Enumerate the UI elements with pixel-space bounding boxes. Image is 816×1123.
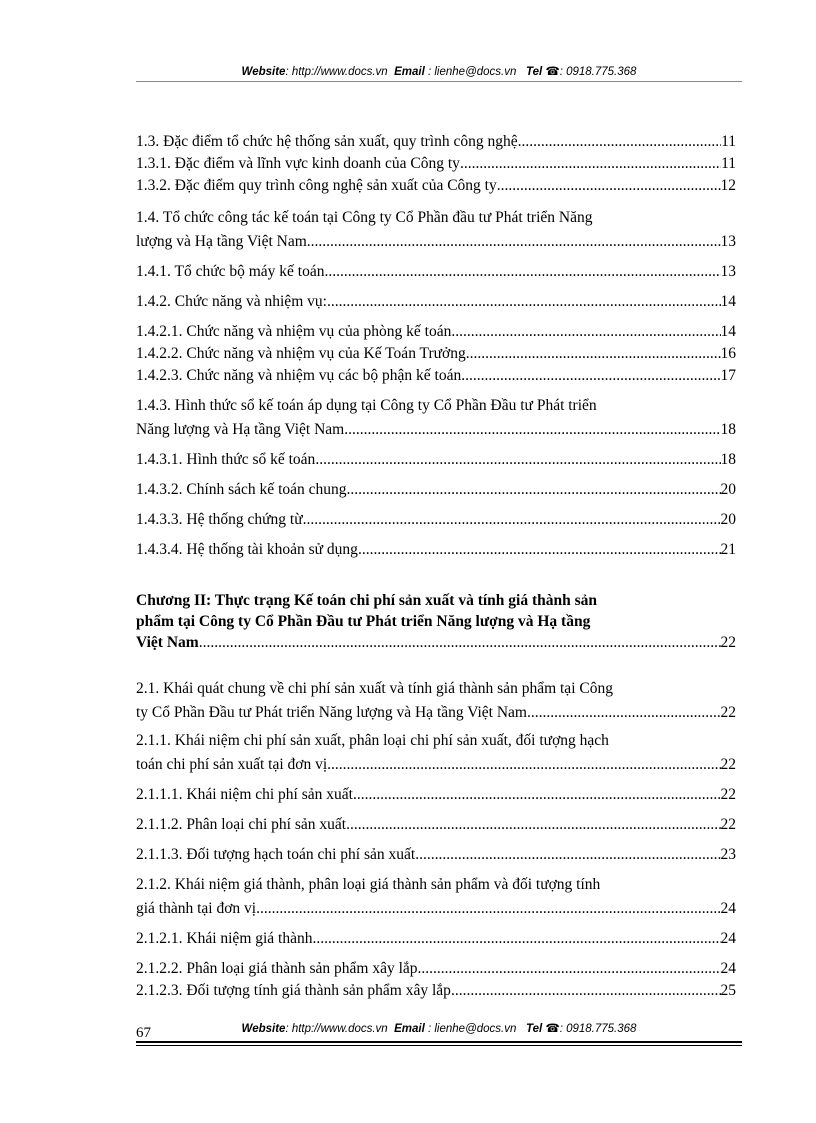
toc-entry[interactable] [136,208,736,251]
toc-entry-title: Việt Nam [136,634,199,651]
toc-entry-page: 20 [720,481,736,498]
toc-entry[interactable] [136,366,736,385]
phone-icon: ☎ [545,1023,560,1035]
toc-entry[interactable] [136,929,736,948]
website-value: : http://www.docs.vn [285,66,388,78]
toc-entry-page: 18 [720,421,736,438]
toc-entry-title-line1: 2.1. Khái quát chung về chi phí sản xuất và tính giá thành sản phẩm tại Công [136,680,613,697]
toc-entry-title: 1.3. Đặc điểm tổ chức hệ thống sản xuất, quy trình công nghệ. [136,133,522,150]
toc-entry[interactable] [136,540,736,559]
toc-entry-page: 24 [720,930,736,947]
toc-entry-title: 1.4.2.2. Chức năng và nhiệm vụ của Kế Toán Trưởng [136,345,466,362]
footer-rule-thin [136,1045,742,1046]
toc-entry[interactable] [136,679,736,722]
toc-entry-page: 12 [720,177,736,194]
toc-entry[interactable] [136,785,736,804]
toc-entry-title: ty Cổ Phần Đầu tư Phát triển Năng lượng và Hạ tầng Việt Nam [136,704,527,721]
toc-entry-title: 2.1.1.3. Đối tượng hạch toán chi phí sản xuất. [136,846,420,863]
toc-entry[interactable] [136,396,736,439]
tel-value: : 0918.775.368 [559,1023,637,1035]
toc-chapter-entry[interactable] [136,591,736,652]
email-value: : lienhe@docs.vn [427,1023,517,1035]
toc-entry-page: 13 [720,263,736,280]
toc-entry-title: 2.1.1.2. Phân loại chi phí sản xuất [136,816,347,833]
toc-entry[interactable] [136,959,736,978]
email-label: Email [394,66,425,78]
toc-entry-page: 22 [720,816,736,833]
website-label: Website [241,66,286,78]
tel-value: : 0918.775.368 [559,66,637,78]
toc-entry-page: 25 [720,982,736,999]
toc-entry-title: 1.3.2. Đặc điểm quy trình công nghệ sản xuất của Công ty [136,177,497,194]
toc-entry[interactable] [136,480,736,499]
toc-entry-title: giá thành tại đơn vị. [136,900,260,917]
toc-entry[interactable] [136,731,736,774]
toc-entry[interactable] [136,132,736,151]
toc-entry-page: 11 [721,155,736,172]
toc-entry-title: 1.4.3.3. Hệ thống chứng từ [136,511,303,528]
toc-entry-page: 20 [720,511,736,528]
toc-entry[interactable] [136,450,736,469]
toc-entry-title: 1.4.2. Chức năng và nhiệm vụ: [136,293,327,310]
toc-entry-title: 1.4.2.1. Chức năng và nhiệm vụ của phòng kế toán [136,323,452,340]
toc-entry-page: 11 [721,133,736,150]
toc-entry-title: 1.4.3.2. Chính sách kế toán chung [136,481,347,498]
toc-entry-title: 2.1.2.1. Khái niệm giá thành [136,930,313,947]
toc-entry-title: 1.3.1. Đặc điểm và lĩnh vực kinh doanh của Công ty [136,155,460,172]
toc-entry-title: Năng lượng và Hạ tầng Việt Nam [136,421,345,438]
toc-entry[interactable] [136,875,736,918]
toc-entry-title: 2.1.2.2. Phân loại giá thành sản phẩm xây lắp [136,960,418,977]
toc-entry-page: 23 [720,846,736,863]
toc-entry-title-line1: 2.1.1. Khái niệm chi phí sản xuất, phân loại chi phí sản xuất, đối tượng hạch [136,732,609,749]
toc-entry[interactable] [136,154,736,173]
toc-entry-page: 14 [720,323,736,340]
toc-entry-title: lượng và Hạ tầng Việt Nam [136,233,307,250]
toc-entry[interactable] [136,815,736,834]
toc-entry-title: 1.4.1. Tổ chức bộ máy kế toán. [136,263,329,280]
footer-rule-thick [136,1041,742,1043]
toc-entry-title: 1.4.2.3. Chức năng và nhiệm vụ các bộ phận kế toán [136,367,462,384]
toc-entry-title-line1: 1.4.3. Hình thức sổ kế toán áp dụng tại Công ty Cổ Phần Đầu tư Phát triển [136,397,597,414]
toc-entry-page: 24 [720,960,736,977]
toc-entry-page: 22 [720,704,736,721]
tel-label: Tel [525,1023,543,1035]
toc-entry-title: 2.1.1.1. Khái niệm chi phí sản xuất [136,786,353,803]
toc-entry-page: 17 [720,367,736,384]
toc-entry-page: 22 [720,786,736,803]
toc-entry-title: 1.4.3.1. Hình thức sổ kế toán [136,451,316,468]
toc-entry-page: 21 [720,541,736,558]
toc-entry-title-line2: phẩm tại Công ty Cổ Phần Đầu tư Phát triển Năng lượng và Hạ tầng [136,613,591,630]
phone-icon: ☎ [545,66,560,78]
toc-entry[interactable] [136,510,736,529]
email-value: : lienhe@docs.vn [427,66,517,78]
email-label: Email [394,1023,425,1035]
table-of-contents [136,132,736,1000]
toc-entry-title: 2.1.2.3. Đối tượng tính giá thành sản phẩm xây lắp [136,982,451,999]
toc-entry-title-line1: Chương II: Thực trạng Kế toán chi phí sản xuất và tính giá thành sản [136,592,598,609]
toc-entry-page: 13 [720,233,736,250]
page-number: 67 [136,1025,151,1041]
toc-entry[interactable] [136,322,736,341]
toc-entry[interactable] [136,292,736,311]
toc-entry-title: toán chi phí sản xuất tại đơn vị [136,756,328,773]
toc-entry-page: 14 [720,293,736,310]
toc-entry-page: 16 [720,345,736,362]
toc-entry[interactable] [136,262,736,281]
toc-entry[interactable] [136,344,736,363]
toc-entry-page: 22 [720,756,736,773]
toc-entry-title: 1.4.3.4. Hệ thống tài khoản sử dụng [136,541,358,558]
website-value: : http://www.docs.vn [285,1023,388,1035]
toc-entry-page: 18 [720,451,736,468]
tel-label: Tel [525,66,543,78]
page-header [136,64,742,78]
header-rule [136,81,742,82]
toc-entry[interactable] [136,176,736,195]
toc-entry-title-line1: 2.1.2. Khái niệm giá thành, phân loại giá thành sản phẩm và đối tượng tính [136,876,601,893]
toc-entry-page: 24 [720,900,736,917]
toc-entry-title-line1: 1.4. Tổ chức công tác kế toán tại Công ty Cổ Phần đầu tư Phát triển Năng [136,209,593,226]
toc-entry-page: 22 [720,634,736,651]
website-label: Website [241,1023,286,1035]
toc-entry[interactable] [136,845,736,864]
footer-contact [136,1021,742,1035]
toc-entry[interactable] [136,981,736,1000]
